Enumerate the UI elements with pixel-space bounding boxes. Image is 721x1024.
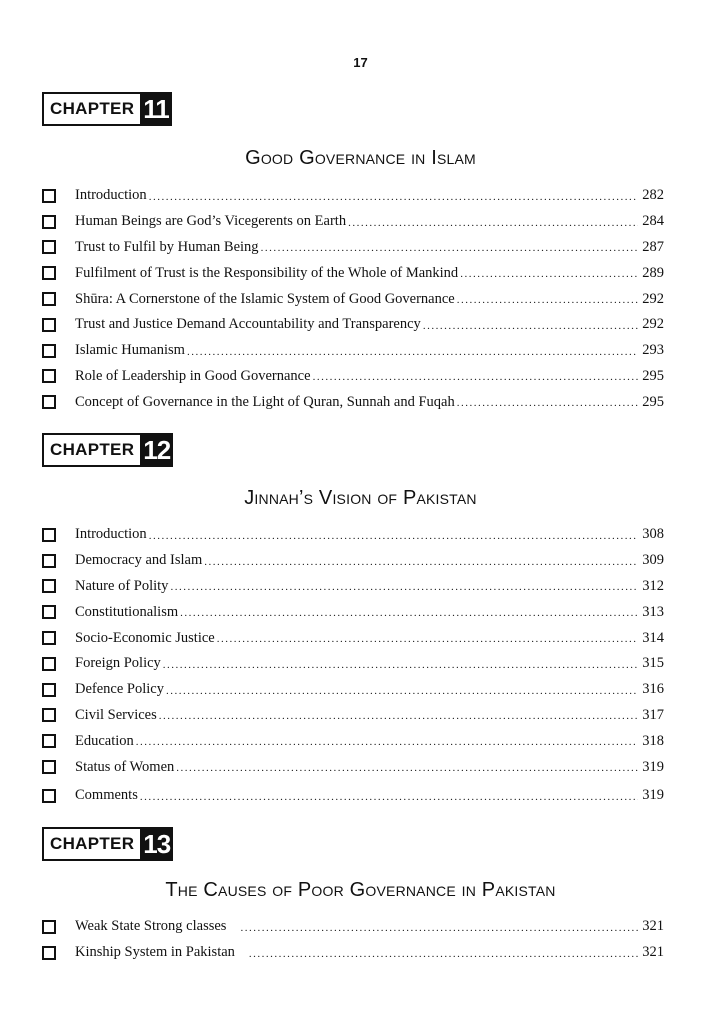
toc-entry-title: Introduction [75,526,147,543]
checkbox-icon [42,554,56,568]
dot-leader [176,763,638,780]
dot-leader [166,686,638,703]
toc-entry[interactable] [40,651,664,677]
toc-entry[interactable] [40,522,664,548]
checkbox-icon [42,657,56,671]
checkbox-icon [42,631,56,645]
toc-entry[interactable] [40,625,664,651]
checkbox-icon [42,708,56,722]
checkbox-icon [42,266,56,280]
toc-entry-title: Civil Services [75,706,157,723]
toc-entry[interactable] [40,286,664,312]
checkbox-icon [42,789,56,803]
dot-leader [313,372,638,389]
toc-entry-page: 315 [642,655,664,672]
toc-entry-page: 314 [642,629,664,646]
dot-leader [149,192,638,209]
dot-leader [187,347,638,364]
toc-entry-page: 319 [642,758,664,775]
chapter-number: 12 [140,433,173,467]
toc-entry-title: Fulfilment of Trust is the Responsibility of the Whole of Mankind [75,264,459,281]
toc-entry-page: 321 [642,944,664,961]
toc-entry-page: 319 [642,787,664,804]
dot-leader [170,582,638,599]
toc-entry-title: Defence Policy [75,681,164,698]
toc-entry-title: Socio-Economic Justice [75,629,215,646]
toc-entry[interactable] [40,260,664,286]
toc-entry-page: 312 [642,577,664,594]
toc-entry-page: 316 [642,681,664,698]
dot-leader [460,269,638,286]
toc-entry[interactable] [40,703,664,729]
toc-entry-title: Role of Leadership in Good Governance [75,367,311,384]
chapter-number: 13 [140,827,173,861]
toc-entry-page: 309 [642,552,664,569]
checkbox-icon [42,344,56,358]
toc-entry[interactable] [40,548,664,574]
toc-entry-title: Status of Women [75,758,175,775]
chapter-13-toc [40,914,664,966]
dot-leader [204,557,638,574]
toc-entry[interactable] [40,940,664,966]
dot-leader [348,218,638,235]
toc-entry-page: 317 [642,706,664,723]
chapter-number: 11 [140,92,172,126]
dot-leader [140,792,638,809]
dot-leader [180,608,638,625]
toc-entry-page: 293 [642,342,664,359]
toc-entry-title: Kinship System in Pakistan [75,944,235,961]
toc-entry-title: Trust and Justice Demand Accountability and Transparency [75,316,421,333]
toc-entry-title: Trust to Fulfil by Human Being [75,238,259,255]
dot-leader [249,949,638,966]
toc-entry[interactable] [40,754,664,780]
toc-entry-title: Weak State Strong classes [75,918,227,935]
dot-leader [149,531,638,548]
chapter-label: CHAPTER [50,99,135,118]
chapter-label: CHAPTER [50,834,135,853]
checkbox-icon [42,528,56,542]
toc-entry-title: Islamic Humanism [75,342,185,359]
toc-entry[interactable] [40,389,664,415]
toc-entry[interactable] [40,235,664,261]
toc-entry-page: 292 [642,290,664,307]
toc-entry-title: Human Beings are God’s Vicegerents on Earth [75,213,347,230]
dot-leader [261,243,638,260]
toc-entry-title: Introduction [75,187,147,204]
toc-entry[interactable] [40,183,664,209]
chapter-11-badge [42,92,172,126]
chapter-13-badge [42,827,173,861]
toc-entry[interactable] [40,209,664,235]
toc-entry[interactable] [40,783,664,809]
toc-entry-page: 284 [642,213,664,230]
checkbox-icon [42,734,56,748]
checkbox-icon [42,292,56,306]
dot-leader [457,398,638,415]
chapter-11-title: Good Governance in Islam [245,147,476,169]
toc-entry-title: Nature of Polity [75,577,169,594]
toc-entry-page: 295 [642,367,664,384]
toc-entry-page: 282 [642,187,664,204]
toc-entry-title: Comments [75,787,138,804]
checkbox-icon [42,240,56,254]
checkbox-icon [42,579,56,593]
toc-entry-page: 318 [642,732,664,749]
toc-entry-title: Education [75,732,134,749]
dot-leader [217,634,638,651]
toc-entry-page: 313 [642,603,664,620]
dot-leader [136,737,638,754]
chapter-12-toc [40,522,664,809]
dot-leader [240,923,638,940]
chapter-12-title: Jinnah’s Vision of Pakistan [244,487,477,509]
checkbox-icon [42,920,56,934]
chapter-12-badge [42,433,173,467]
toc-entry[interactable] [40,599,664,625]
chapter-13-title: The Causes of Poor Governance in Pakistan [165,879,556,901]
toc-entry-page: 295 [642,393,664,410]
toc-entry[interactable] [40,338,664,364]
toc-entry[interactable] [40,914,664,940]
toc-entry[interactable] [40,728,664,754]
checkbox-icon [42,215,56,229]
checkbox-icon [42,318,56,332]
dot-leader [159,711,638,728]
toc-entry-title: Constitutionalism [75,603,179,620]
checkbox-icon [42,605,56,619]
toc-entry-page: 287 [642,238,664,255]
toc-entry-page: 289 [642,264,664,281]
checkbox-icon [42,683,56,697]
toc-entry-title: Concept of Governance in the Light of Quran, Sunnah and Fuqah [75,393,455,410]
checkbox-icon [42,395,56,409]
checkbox-icon [42,946,56,960]
toc-entry-title: Shūra: A Cornerstone of the Islamic System of Good Governance [75,290,455,307]
checkbox-icon [42,189,56,203]
toc-entry[interactable] [40,312,664,338]
chapter-11-toc [40,183,664,415]
dot-leader [423,321,638,338]
dot-leader [457,295,638,312]
page-number: 17 [353,55,368,70]
checkbox-icon [42,760,56,774]
toc-entry-page: 308 [642,526,664,543]
checkbox-icon [42,369,56,383]
toc-entry-title: Foreign Policy [75,655,161,672]
dot-leader [163,660,638,677]
toc-entry-page: 292 [642,316,664,333]
chapter-label: CHAPTER [50,440,135,459]
toc-entry[interactable] [40,677,664,703]
toc-entry-page: 321 [642,918,664,935]
toc-entry[interactable] [40,364,664,390]
toc-entry[interactable] [40,574,664,600]
toc-entry-title: Democracy and Islam [75,552,203,569]
